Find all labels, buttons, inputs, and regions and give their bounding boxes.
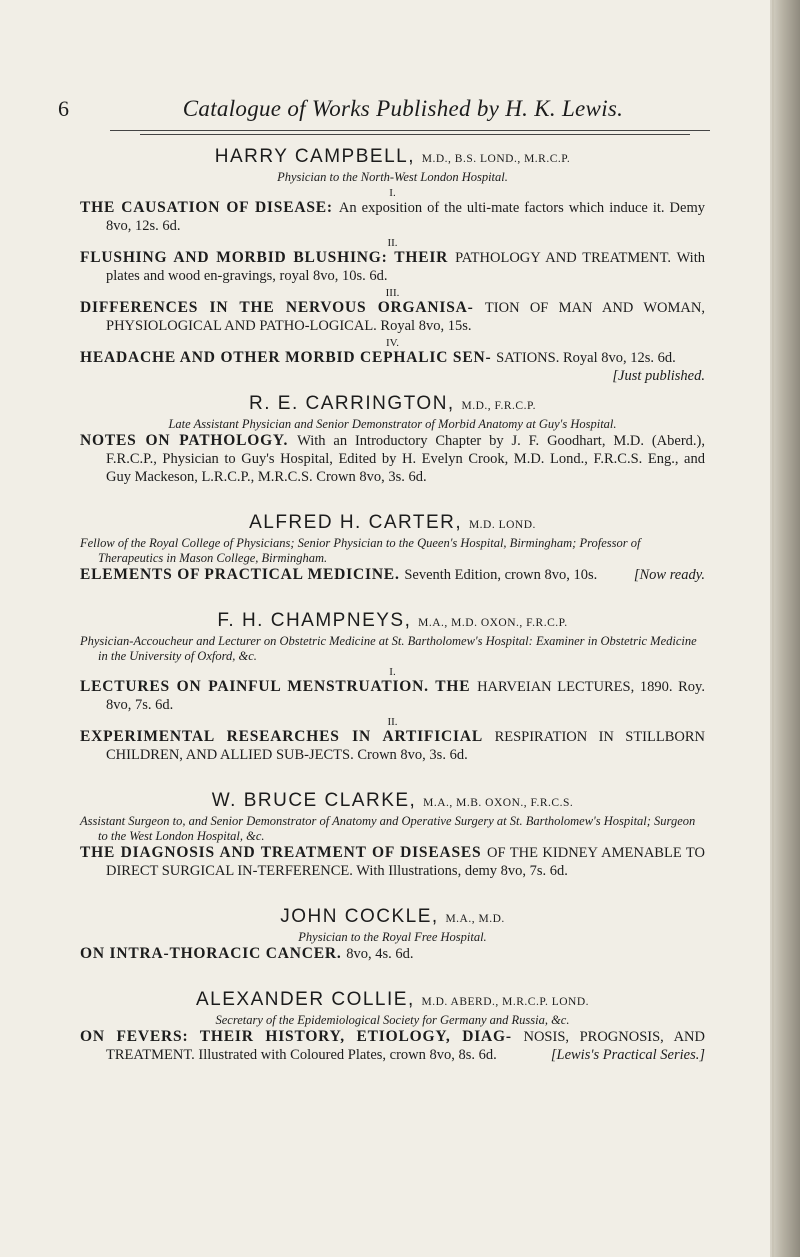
author-name-text: W. BRUCE CLARKE, [211, 790, 424, 811]
page-edge-line [772, 0, 774, 1257]
work-numeral: IV. [386, 337, 399, 349]
work-description: NOSIS, PROGNOSIS, AND TREATMENT. Illustrated with Coloured Plates, crown 8vo, 8s. 6d. [106, 1029, 705, 1063]
running-head [58, 96, 748, 126]
work-entry [80, 299, 705, 335]
work-title: ELEMENTS OF PRACTICAL MEDICINE. [80, 566, 405, 583]
work-description: An exposition of the ulti-mate factors which induce it. Demy 8vo, 12s. 6d. [106, 200, 705, 234]
work-title: THE DIAGNOSIS AND TREATMENT OF DISEASES [80, 844, 487, 861]
author-block [80, 146, 705, 384]
author-block [80, 790, 705, 880]
work-title: EXPERIMENTAL RESEARCHES IN ARTIFICIAL [80, 728, 495, 745]
page-number: 6 [58, 96, 69, 121]
head-rule [110, 130, 710, 131]
work-description: TION OF MAN AND WOMAN, PHYSIOLOGICAL AND PATHO-LOGICAL. Royal 8vo, 15s. [106, 300, 705, 334]
author-name-text: ALEXANDER COLLIE, [195, 989, 422, 1010]
author-name [80, 512, 705, 536]
author-name-text: F. H. CHAMPNEYS, [217, 610, 419, 631]
work-description: PATHOLOGY AND TREATMENT. With plates and wood en-gravings, royal 8vo, 10s. 6d. [106, 250, 705, 284]
work-description: OF THE KIDNEY AMENABLE TO DIRECT SURGICAL IN-TERFERENCE. With Illustrations, demy 8vo, 7s. 6d. [106, 845, 705, 879]
author-name [80, 906, 705, 930]
author-name-text: JOHN COCKLE, [280, 906, 446, 927]
work-description: With an Introductory Chapter by J. F. Goodhart, M.D. (Aberd.), F.R.C.P., Physician to Guy's Hospital, Edited by H. Evelyn Crook, M.D. Lond., F.R.C.S. Eng., and Guy Mackeson, L.R.C.P., M.R.C.S. Crown 8vo, 3s. 6d. [106, 433, 705, 485]
author-position: Fellow of the Royal College of Physicians; Senior Physician to the Queen's Hospital, Birmingham; Professor of Therapeutics in Mason College, Birmingham. [80, 536, 641, 565]
author-credentials: M.A., M.D. OXON., F.R.C.P. [418, 617, 568, 629]
author-name-text: R. E. CARRINGTON, [249, 393, 462, 414]
work-numeral: II. [387, 716, 398, 728]
work-title: DIFFERENCES IN THE NERVOUS ORGANISA- [80, 299, 485, 316]
work-entry [80, 349, 705, 384]
author-name-text: HARRY CAMPBELL, [214, 146, 422, 167]
author-position: Secretary of the Epidemiological Society for Germany and Russia, &c. [215, 1013, 570, 1027]
author-name-text: ALFRED H. CARTER, [249, 512, 469, 533]
work-numeral: I. [389, 666, 396, 678]
work-title: THE CAUSATION OF DISEASE: [80, 199, 339, 216]
work-entry [80, 678, 705, 714]
author-block [80, 393, 705, 486]
author-credentials: M.A., M.D. [445, 913, 505, 925]
work-title: FLUSHING AND MORBID BLUSHING: THEIR [80, 249, 456, 266]
author-name [80, 790, 705, 814]
work-numeral: I. [389, 187, 396, 199]
work-note: [Now ready. [633, 567, 705, 583]
author-name [80, 610, 705, 634]
work-description: RESPIRATION IN STILLBORN CHILDREN, AND ALLIED SUB-JECTS. Crown 8vo, 3s. 6d. [106, 729, 706, 763]
work-entry [80, 566, 705, 584]
author-position: Physician-Accoucheur and Lecturer on Obstetric Medicine at St. Bartholomew's Hospital: Examiner in Obstetric Medicine in the University of Oxford, &c. [80, 634, 697, 663]
author-position: Physician to the North-West London Hospital. [277, 170, 508, 184]
author-credentials: M.D., F.R.C.P. [461, 400, 536, 412]
author-position: Late Assistant Physician and Senior Demonstrator of Morbid Anatomy at Guy's Hospital. [168, 417, 617, 431]
catalogue-content [80, 140, 705, 1090]
author-block [80, 906, 705, 963]
work-note: [Just published. [612, 368, 705, 384]
author-credentials: M.A., M.B. OXON., F.R.C.S. [423, 797, 574, 809]
work-description: Seventh Edition, crown 8vo, 10s. [404, 567, 598, 583]
author-block [80, 610, 705, 764]
work-entry [80, 728, 705, 764]
running-head-title: Catalogue of Works Published by H. K. Lewis. [182, 96, 624, 121]
author-position: Physician to the Royal Free Hospital. [298, 930, 487, 944]
work-title: HEADACHE AND OTHER MORBID CEPHALIC SEN- [80, 349, 497, 366]
work-note: [Lewis's Practical Series.] [550, 1047, 705, 1063]
work-numeral: III. [385, 287, 400, 299]
work-description: SATIONS. Royal 8vo, 12s. 6d. [496, 350, 676, 366]
author-name [80, 393, 705, 417]
work-entry [80, 844, 705, 880]
author-credentials: M.D. ABERD., M.R.C.P. LOND. [421, 996, 590, 1008]
work-description: 8vo, 4s. 6d. [346, 946, 414, 962]
work-entry [80, 249, 705, 285]
work-title: ON FEVERS: THEIR HISTORY, ETIOLOGY, DIAG- [80, 1028, 524, 1045]
author-credentials: M.D. LOND. [468, 519, 536, 531]
work-entry [80, 1028, 705, 1064]
work-entry [80, 432, 705, 486]
author-credentials: M.D., B.S. LOND., M.R.C.P. [421, 153, 571, 165]
work-entry [80, 945, 705, 963]
work-title: NOTES ON PATHOLOGY. [80, 432, 298, 449]
head-rule-thin [140, 134, 690, 135]
page-edge [770, 0, 800, 1257]
author-name [80, 146, 705, 170]
author-block [80, 989, 705, 1064]
work-entry [80, 199, 705, 235]
work-description: HARVEIAN LECTURES, 1890. Roy. 8vo, 7s. 6d. [106, 679, 705, 713]
work-title: ON INTRA-THORACIC CANCER. [80, 945, 347, 962]
work-numeral: II. [387, 237, 398, 249]
author-name [80, 989, 705, 1013]
author-block [80, 512, 705, 584]
author-position: Assistant Surgeon to, and Senior Demonstrator of Anatomy and Operative Surgery at St. Bartholomew's Hospital; Surgeon to the West London Hospital, &c. [80, 814, 696, 843]
work-title: LECTURES ON PAINFUL MENSTRUATION. THE [80, 678, 478, 695]
